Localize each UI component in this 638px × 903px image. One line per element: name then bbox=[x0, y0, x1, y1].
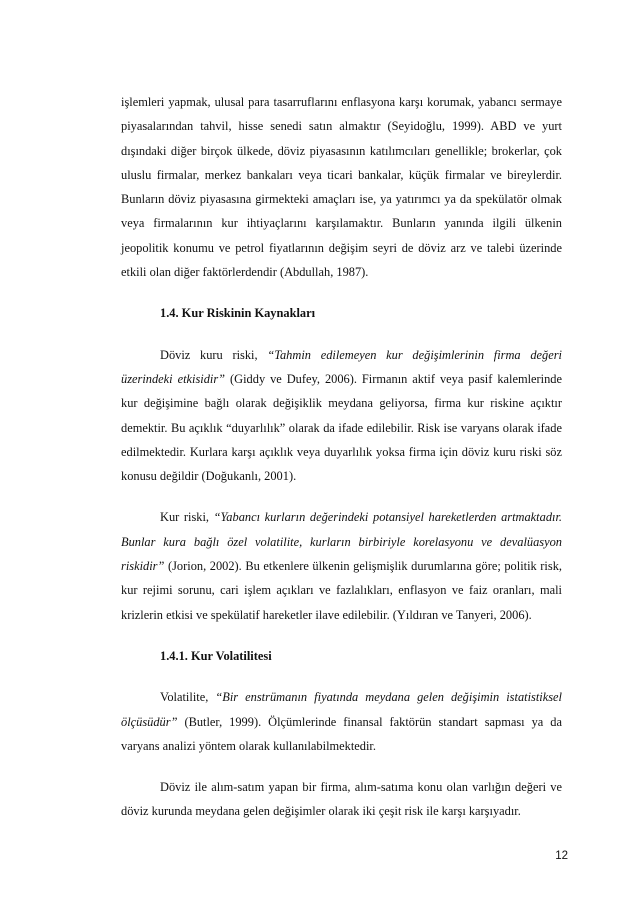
paragraph-lead-text: Kur riski, bbox=[160, 510, 214, 525]
paragraph-rest-text: (Giddy ve Dufey, 2006). Firmanın aktif veya pasif kalemlerinde kur değişimine bağlı olarak değişiklik meydana geliyorsa, firma kur riskine açıktır demektir. Bu açıklık “duyarlılık” olarak da ifade edilebilir. Risk ise varyans olarak ifade edilmektedir. Kurlara karşı açıklık veya duyarlılık yoksa firma için döviz kuru riski söz konusu değildir (Doğukanlı, 2001). bbox=[121, 371, 562, 484]
paragraph-doviz-alim-satim: Döviz ile alım-satım yapan bir firma, alım-satıma konu olan varlığın değeri ve döviz kurunda meydana gelen değişimler olarak iki çeşit risk ile karşı karşıyadır. bbox=[121, 780, 562, 819]
section-heading-kur-riskinin-kaynaklari: 1.4. Kur Riskinin Kaynakları bbox=[160, 306, 316, 321]
paragraph-exchange-market-participants: işlemleri yapmak, ulusal para tasarruflarını enflasyona karşı korumak, yabancı sermaye piyasalarından tahvil, hisse senedi satın almaktır (Seyidoğlu, 1999). ABD ve yurt dışındaki diğer birçok ülkede, döviz piyasasının katılımcıları genellikle; brokerlar, çok uluslu firmalar, merkez bankaları veya ticari bankalar, küçük firmalar ve bireylerdir. Bunların döviz piyasasına girmekteki amaçları ise, ya yatırımcı ya da spekülatör olmak veya firmalarının kur ihtiyaçlarını karşılamaktır. Bunların yanında ilgili ülkenin jeopolitik konumu ve petrol fiyatlarının değişim seyri de döviz arz ve talebi üzerinde etkili olan diğer faktörlerdendir (Abdullah, 1987). bbox=[121, 95, 562, 280]
quotation: “Bir enstrümanın fiyatında meydana gelen değişimin istatistiksel ölçüsüdür” bbox=[121, 690, 562, 729]
page-number: 12 bbox=[555, 850, 568, 862]
paragraph-lead-text: Volatilite, bbox=[160, 690, 216, 705]
paragraph-volatilite bbox=[121, 685, 562, 758]
paragraph-rest-text: (Butler, 1999). Ölçümlerinde finansal faktörün standart sapması ya da varyans analizi yöntem olarak kullanılabilmektedir. bbox=[121, 714, 562, 753]
quotation: “Yabancı kurların değerindeki potansiyel hareketlerden artmaktadır. Bunlar kura bağlı özel volatilite, kurların birbiriyle korelasyonu ve devalüasyon riskidir” bbox=[121, 510, 562, 574]
paragraph-rest-text: (Jorion, 2002). Bu etkenlere ülkenin gelişmişlik durumlarına göre; politik risk, kur rejimi sorunu, cari işlem açıkları ve fazlalıkları, enflasyon ve faiz oranları, mali krizlerin etkisi ve spekülatif hareketler ilave edilebilir. (Yıldıran ve Tanyeri, 2006). bbox=[121, 559, 562, 622]
quotation: “Tahmin edilemeyen kur değişimlerinin firma değeri üzerindeki etkisidir” bbox=[121, 347, 562, 386]
section-heading-kur-volatilitesi: 1.4.1. Kur Volatilitesi bbox=[160, 648, 272, 663]
paragraph-doviz-kuru-riski bbox=[121, 343, 562, 489]
paragraph-kur-riski bbox=[121, 505, 562, 626]
paragraph-lead-text: Döviz kuru riski, bbox=[160, 347, 268, 362]
body-text bbox=[121, 90, 562, 824]
